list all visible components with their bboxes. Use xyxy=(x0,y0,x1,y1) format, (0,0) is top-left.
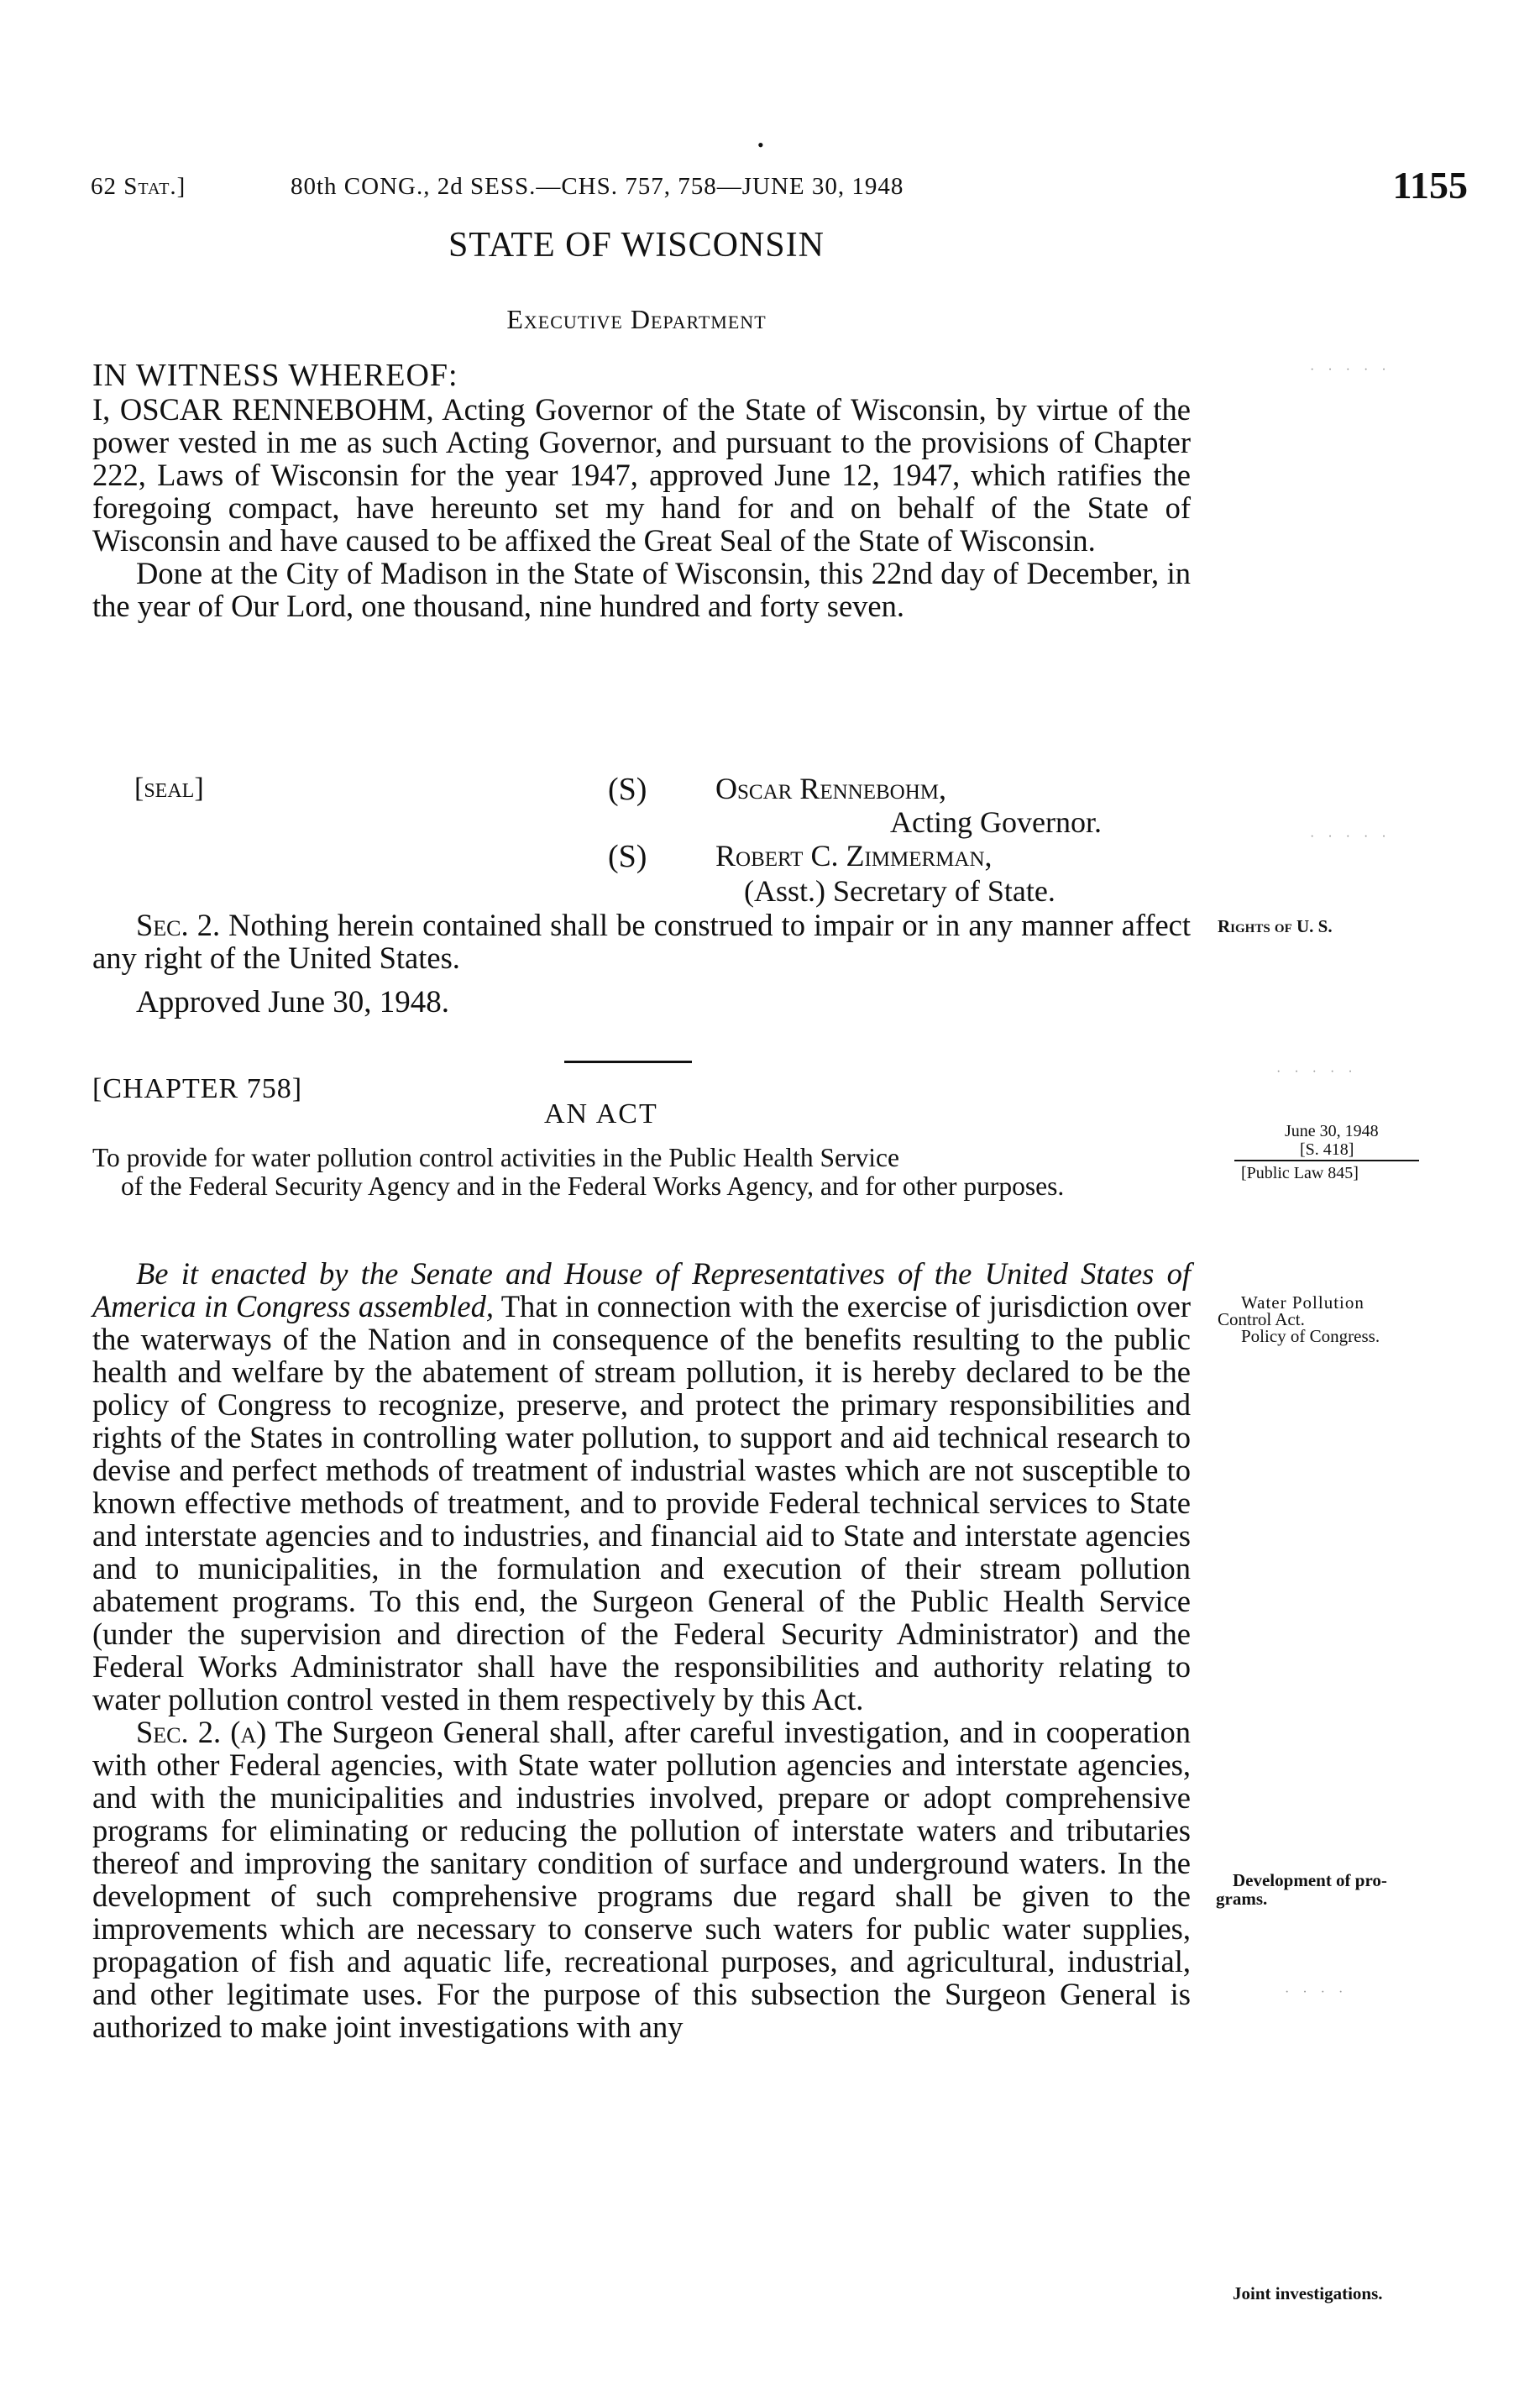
signature-name: Robert C. Zimmerman, xyxy=(715,839,993,873)
print-speck: · · · · · xyxy=(1310,363,1391,377)
margin-rule xyxy=(1234,1160,1419,1161)
act-title-first-line: To provide for water pollution control activities in the Public Health Service xyxy=(92,1143,899,1172)
chapter-heading: [CHAPTER 758] xyxy=(92,1073,303,1104)
proclamation-body xyxy=(92,393,1191,622)
margin-note-policy: Policy of Congress. xyxy=(1241,1326,1380,1346)
seal-mark: [seal] xyxy=(134,773,204,804)
signature-title: (Asst.) Secretary of State. xyxy=(744,874,1055,908)
signature-mark: (S) xyxy=(608,772,647,807)
signature-title: Acting Governor. xyxy=(890,805,1102,839)
section-label: Sec. 2. xyxy=(136,908,221,942)
margin-note-development: Development of pro- xyxy=(1233,1870,1387,1890)
section-divider xyxy=(564,1061,692,1063)
margin-note-date: June 30, 1948 xyxy=(1285,1122,1379,1140)
margin-note-public-law: [Public Law 845] xyxy=(1241,1164,1359,1182)
session-reference: 80th CONG., 2d SESS.—CHS. 757, 758—JUNE 30, 1948 xyxy=(291,173,904,200)
act-heading: AN ACT xyxy=(544,1098,658,1129)
page-number: 1155 xyxy=(1392,164,1468,207)
section-2-text: The Surgeon General shall, after careful investigation, and in cooperation with other Federal agencies, with State water pollution agencies and interstate agencies, and with the municipalities and industries involved, prepare or adopt comprehensive programs for eliminating or reducing the pollution of interstate waters and tributaries thereof and improving the sanitary condition of surface and underground waters. In the development of such comprehensive programs due regard shall be given to the improvements which are necessary to conserve such waters for public water supplies, propagation of fish and aquatic life, recreational purposes, and agricultural, industrial, and other legitimate uses. For the purpose of this subsection the Surgeon General is authorized to make joint investigations with any xyxy=(92,1715,1192,2044)
print-speck: • xyxy=(757,134,769,155)
act-body xyxy=(92,1257,1191,2043)
proclamation-paragraph: I, OSCAR RENNEBOHM, Acting Governor of the State of Wisconsin, by virtue of the power vested in me as such Acting Governor, and pursuant to the provisions of Chapter 222, Laws of Wisconsin for the year 1947, approved June 12, 1947, which ratifies the foregoing compact, have hereunto set my hand for and on behalf of the State of Wisconsin and have caused to be affixed the Great Seal of the State of Wisconsin. xyxy=(92,392,1191,558)
done-at-paragraph: Done at the City of Madison in the State of Wisconsin, this 22nd day of December, in the year of Our Lord, one thousand, nine hundred and forty seven. xyxy=(92,556,1191,623)
enacting-clause: Be it enacted by the Senate and House of Representatives of the United States of America in Congress assembled, xyxy=(92,1256,1191,1323)
rights-section xyxy=(92,909,1191,974)
print-speck: · · · · · xyxy=(1276,1065,1358,1079)
running-head xyxy=(91,164,1468,213)
volume-reference: 62 Stat.] xyxy=(91,173,186,200)
margin-note-bill: [S. 418] xyxy=(1300,1140,1354,1159)
print-speck: · · · · xyxy=(1285,1985,1349,1999)
act-title-continuation: of the Federal Security Agency and in the Federal Works Agency, and for other purposes. xyxy=(121,1171,1065,1201)
signature-mark: (S) xyxy=(608,839,647,874)
section-text: Nothing herein contained shall be construed to impair or in any manner affect any right of the United States. xyxy=(92,908,1192,975)
signature-name: Oscar Rennebohm, xyxy=(715,772,946,805)
act-title xyxy=(92,1144,1191,1201)
state-title: STATE OF WISCONSIN xyxy=(448,226,825,265)
department-heading: Executive Department xyxy=(506,304,767,334)
margin-note-joint: Joint investigations. xyxy=(1233,2283,1383,2303)
margin-note-development-cont: grams. xyxy=(1216,1889,1268,1909)
margin-note-control-act: Control Act. xyxy=(1218,1309,1305,1329)
margin-note-rights: Rights of U. S. xyxy=(1218,916,1333,936)
print-speck: · · · · · xyxy=(1310,830,1391,844)
witness-heading: IN WITNESS WHEREOF: xyxy=(92,358,458,393)
section-1-text: That in connection with the exercise of jurisdiction over the waterways of the Nation and in consequence of the benefits resulting to the public health and welfare by the abatement of stream pollution, it is hereby declared to be the policy of Congress to recognize, preserve, and protect the primary responsibilities and rights of the States in controlling water pollution, to support and aid technical research to devise and perfect methods of treatment of industrial wastes which are not susceptible to known effective methods of treatment, and to provide Federal technical services to State and interstate agencies and to industries, and financial aid to State and interstate agencies and to municipalities, in the formulation and execution of their stream pollution abatement programs. To this end, the Surgeon General of the Public Health Service (under the supervision and direction of the Federal Security Administrator) and the Federal Works Administrator shall have the responsibilities and authority relating to water pollution control vested in them respectively by this Act. xyxy=(92,1289,1192,1716)
section-2-label: Sec. 2. (a) xyxy=(136,1715,267,1749)
approval-date: Approved June 30, 1948. xyxy=(136,985,450,1019)
margin-note-water-pollution: Water Pollution xyxy=(1241,1292,1365,1313)
